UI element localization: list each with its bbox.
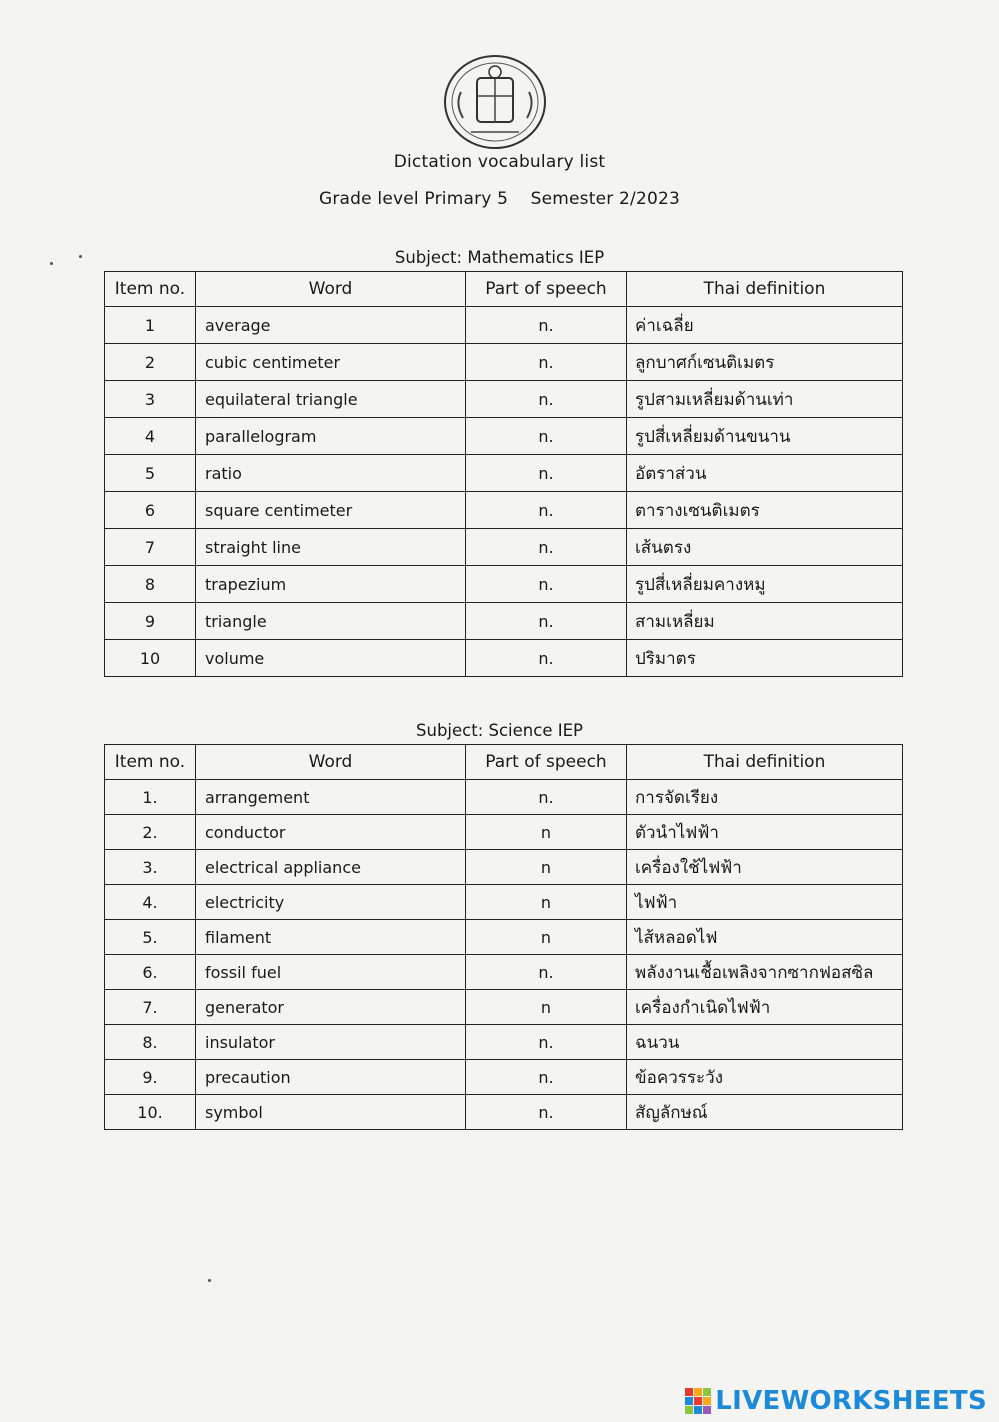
word: trapezium xyxy=(196,566,466,603)
part-of-speech: n. xyxy=(466,780,627,815)
part-of-speech: n. xyxy=(466,1025,627,1060)
part-of-speech: n. xyxy=(466,529,627,566)
item-no: 1 xyxy=(105,307,196,344)
item-no: 4 xyxy=(105,418,196,455)
part-of-speech: n xyxy=(466,990,627,1025)
word: insulator xyxy=(196,1025,466,1060)
word: straight line xyxy=(196,529,466,566)
thai-definition: เครื่องใช้ไฟฟ้า xyxy=(627,850,903,885)
thai-definition: การจัดเรียง xyxy=(627,780,903,815)
header-part-of-speech: Part of speech xyxy=(466,272,627,307)
word: generator xyxy=(196,990,466,1025)
thai-definition: เส้นตรง xyxy=(627,529,903,566)
word: average xyxy=(196,307,466,344)
item-no: 9 xyxy=(105,603,196,640)
thai-definition: ปริมาตร xyxy=(627,640,903,677)
part-of-speech: n xyxy=(466,920,627,955)
item-no: 4. xyxy=(105,885,196,920)
grade-semester-line xyxy=(0,189,999,209)
thai-definition: รูปสี่เหลี่ยมด้านขนาน xyxy=(627,418,903,455)
table-row xyxy=(105,1060,903,1095)
part-of-speech: n. xyxy=(466,455,627,492)
table-row xyxy=(105,492,903,529)
header-word: Word xyxy=(196,272,466,307)
school-seal-logo xyxy=(441,52,549,152)
item-no: 5. xyxy=(105,920,196,955)
word: conductor xyxy=(196,815,466,850)
thai-definition: ไส้หลอดไฟ xyxy=(627,920,903,955)
item-no: 7. xyxy=(105,990,196,1025)
document-title: Dictation vocabulary list xyxy=(393,152,606,172)
header-item-no: Item no. xyxy=(105,745,196,780)
thai-definition: รูปสามเหลี่ยมด้านเท่า xyxy=(627,381,903,418)
part-of-speech: n. xyxy=(466,307,627,344)
table-row xyxy=(105,1025,903,1060)
part-of-speech: n. xyxy=(466,492,627,529)
part-of-speech: n xyxy=(466,850,627,885)
scan-speck xyxy=(79,255,82,258)
table-row xyxy=(105,850,903,885)
thai-definition: ลูกบาศก์เซนติเมตร xyxy=(627,344,903,381)
word: symbol xyxy=(196,1095,466,1130)
scan-speck xyxy=(208,1279,211,1282)
item-no: 8 xyxy=(105,566,196,603)
thai-definition: พลังงานเชื้อเพลิงจากซากฟอสซิล xyxy=(627,955,903,990)
part-of-speech: n. xyxy=(466,344,627,381)
part-of-speech: n. xyxy=(466,418,627,455)
item-no: 2. xyxy=(105,815,196,850)
word: volume xyxy=(196,640,466,677)
table-row xyxy=(105,640,903,677)
thai-definition: ค่าเฉลี่ย xyxy=(627,307,903,344)
table-header-row xyxy=(105,272,903,307)
thai-definition: ฉนวน xyxy=(627,1025,903,1060)
part-of-speech: n xyxy=(466,815,627,850)
word: precaution xyxy=(196,1060,466,1095)
math-vocab-table xyxy=(104,271,903,677)
word: electrical appliance xyxy=(196,850,466,885)
word: cubic centimeter xyxy=(196,344,466,381)
table-row xyxy=(105,455,903,492)
thai-definition: เครื่องกำเนิดไฟฟ้า xyxy=(627,990,903,1025)
science-subject-heading: Subject: Science IEP xyxy=(416,721,583,740)
item-no: 6 xyxy=(105,492,196,529)
thai-definition: สัญลักษณ์ xyxy=(627,1095,903,1130)
table-row xyxy=(105,529,903,566)
table-row xyxy=(105,418,903,455)
part-of-speech: n. xyxy=(466,381,627,418)
item-no: 1. xyxy=(105,780,196,815)
header-thai-definition: Thai definition xyxy=(627,272,903,307)
item-no: 9. xyxy=(105,1060,196,1095)
item-no: 8. xyxy=(105,1025,196,1060)
thai-definition: ตัวนำไฟฟ้า xyxy=(627,815,903,850)
header-word: Word xyxy=(196,745,466,780)
item-no: 7 xyxy=(105,529,196,566)
item-no: 3 xyxy=(105,381,196,418)
thai-definition: รูปสี่เหลี่ยมคางหมู xyxy=(627,566,903,603)
table-row xyxy=(105,815,903,850)
math-subject-heading: Subject: Mathematics IEP xyxy=(394,248,605,267)
word: triangle xyxy=(196,603,466,640)
thai-definition: ไฟฟ้า xyxy=(627,885,903,920)
table-row xyxy=(105,955,903,990)
table-row xyxy=(105,344,903,381)
table-row xyxy=(105,920,903,955)
table-row xyxy=(105,990,903,1025)
part-of-speech: n. xyxy=(466,603,627,640)
item-no: 3. xyxy=(105,850,196,885)
word: parallelogram xyxy=(196,418,466,455)
table-header-row xyxy=(105,745,903,780)
part-of-speech: n. xyxy=(466,1060,627,1095)
science-vocab-table xyxy=(104,744,903,1130)
part-of-speech: n. xyxy=(466,566,627,603)
scan-speck xyxy=(50,262,53,265)
item-no: 10 xyxy=(105,640,196,677)
part-of-speech: n xyxy=(466,885,627,920)
thai-definition: ตารางเซนติเมตร xyxy=(627,492,903,529)
liveworksheets-watermark xyxy=(685,1386,987,1416)
grade-level: Grade level Primary 5 xyxy=(318,189,509,209)
word: arrangement xyxy=(196,780,466,815)
word: equilateral triangle xyxy=(196,381,466,418)
table-row xyxy=(105,603,903,640)
part-of-speech: n. xyxy=(466,640,627,677)
header-thai-definition: Thai definition xyxy=(627,745,903,780)
table-row xyxy=(105,566,903,603)
liveworksheets-logo-icon xyxy=(685,1388,711,1414)
word: filament xyxy=(196,920,466,955)
word: square centimeter xyxy=(196,492,466,529)
thai-definition: ข้อควรระวัง xyxy=(627,1060,903,1095)
part-of-speech: n. xyxy=(466,1095,627,1130)
part-of-speech: n. xyxy=(466,955,627,990)
item-no: 2 xyxy=(105,344,196,381)
item-no: 5 xyxy=(105,455,196,492)
table-row xyxy=(105,780,903,815)
thai-definition: อัตราส่วน xyxy=(627,455,903,492)
item-no: 10. xyxy=(105,1095,196,1130)
table-row xyxy=(105,1095,903,1130)
item-no: 6. xyxy=(105,955,196,990)
liveworksheets-logo-text: LIVEWORKSHEETS xyxy=(715,1386,987,1416)
word: electricity xyxy=(196,885,466,920)
table-row xyxy=(105,381,903,418)
word: ratio xyxy=(196,455,466,492)
semester: Semester 2/2023 xyxy=(530,189,681,209)
thai-definition: สามเหลี่ยม xyxy=(627,603,903,640)
word: fossil fuel xyxy=(196,955,466,990)
header-part-of-speech: Part of speech xyxy=(466,745,627,780)
table-row xyxy=(105,307,903,344)
table-row xyxy=(105,885,903,920)
header-item-no: Item no. xyxy=(105,272,196,307)
